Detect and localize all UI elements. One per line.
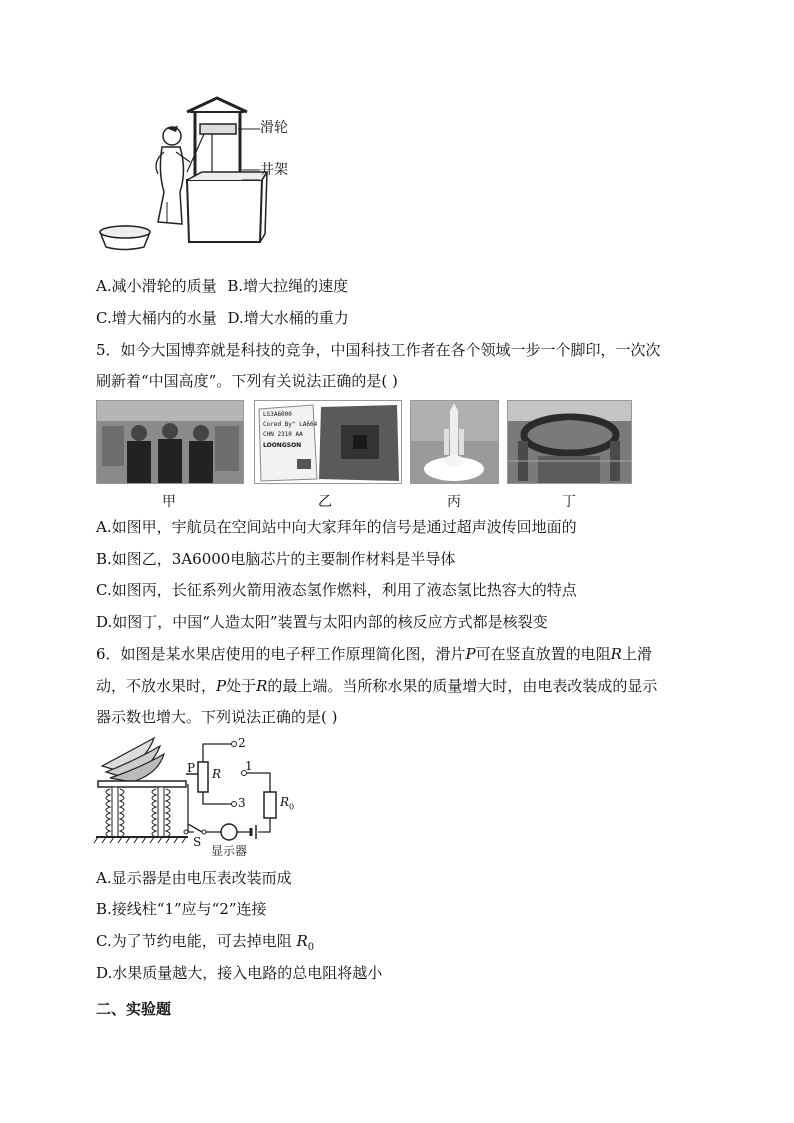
q5-stem-line2: 刷新着“中国高度”。下列有关说法正确的是( ) xyxy=(96,372,398,390)
terminal-label-3: 3 xyxy=(238,796,246,810)
q6-stem-line1: 6．如图是某水果店使用的电子秤工作原理简化图，滑片P可在竖直放置的电阻R上滑 xyxy=(96,645,652,663)
photo-chip xyxy=(254,400,402,484)
caption-yi: 乙 xyxy=(318,494,332,510)
q6-option-b[interactable]: B.接线柱“1”应与“2”连接 xyxy=(96,900,267,918)
photo-artificial-sun xyxy=(507,400,632,484)
q4-options-cd xyxy=(96,308,349,328)
q5-option-d[interactable]: D.如图丁，中国“人造太阳”装置与太阳内部的核反应方式都是核裂变 xyxy=(96,613,548,631)
chip-text-line3: CHN 2310 AA xyxy=(263,431,303,438)
chip-text-line2: Cored By" LA664 xyxy=(263,421,318,428)
chip-text-line4: LOONGSON xyxy=(263,442,302,449)
section-title-experiment: 二、实验题 xyxy=(96,1000,172,1018)
slider-label-p: P xyxy=(187,761,196,775)
q5-stem-line1: 5．如今大国博弈就是科技的竞争，中国科技工作者在各个领域一步一个脚印，一次次 xyxy=(96,341,661,359)
q4-options-ab xyxy=(96,276,348,296)
q6-option-d[interactable]: D.水果质量越大，接入电路的总电阻将越小 xyxy=(96,964,383,982)
q4-option-b[interactable]: B.增大拉绳的速度 xyxy=(227,277,349,295)
terminal-label-1: 1 xyxy=(245,759,253,773)
label-pulley: 滑轮 xyxy=(260,120,288,136)
resistor-label-r: R xyxy=(212,767,222,781)
display-label: 显示器 xyxy=(211,844,248,858)
q4-option-a[interactable]: A.减小滑轮的质量 xyxy=(96,277,217,295)
q5-option-b[interactable]: B.如图乙，3A6000电脑芯片的主要制作材料是半导体 xyxy=(96,550,456,568)
photo-astronauts xyxy=(96,400,244,484)
chip-text-line1: LS3A6000 xyxy=(263,411,292,418)
q4-option-c[interactable]: C.增大桶内的水量 xyxy=(96,309,217,327)
q6-stem-line3: 器示数也增大。下列说法正确的是( ) xyxy=(96,708,338,726)
q5-option-a[interactable]: A.如图甲，宇航员在空间站中向大家拜年的信号是通过超声波传回地面的 xyxy=(96,518,577,536)
q4-option-d[interactable]: D.增大水桶的重力 xyxy=(227,309,349,327)
q6-option-c[interactable]: C.为了节约电能，可去掉电阻 $R_0$ xyxy=(96,932,315,953)
resistor-label-r0: $R_0$ xyxy=(280,795,295,812)
label-frame: 井架 xyxy=(260,162,288,178)
switch-label-s: S xyxy=(193,835,202,849)
q5-option-c[interactable]: C.如图丙，长征系列火箭用液态氢作燃料，利用了液态氢比热容大的特点 xyxy=(96,581,577,599)
terminal-label-2: 2 xyxy=(238,736,246,750)
caption-bing: 丙 xyxy=(447,494,461,510)
scale-circuit-diagram xyxy=(92,736,312,860)
photo-rocket xyxy=(410,400,499,484)
caption-ding: 丁 xyxy=(562,494,576,510)
caption-jia: 甲 xyxy=(162,494,176,510)
q6-option-a[interactable]: A.显示器是由电压表改装而成 xyxy=(96,869,292,887)
q6-stem-line2: 动，不放水果时，P处于R的最上端。当所称水果的质量增大时，由电表改装成的显示 xyxy=(96,677,658,695)
